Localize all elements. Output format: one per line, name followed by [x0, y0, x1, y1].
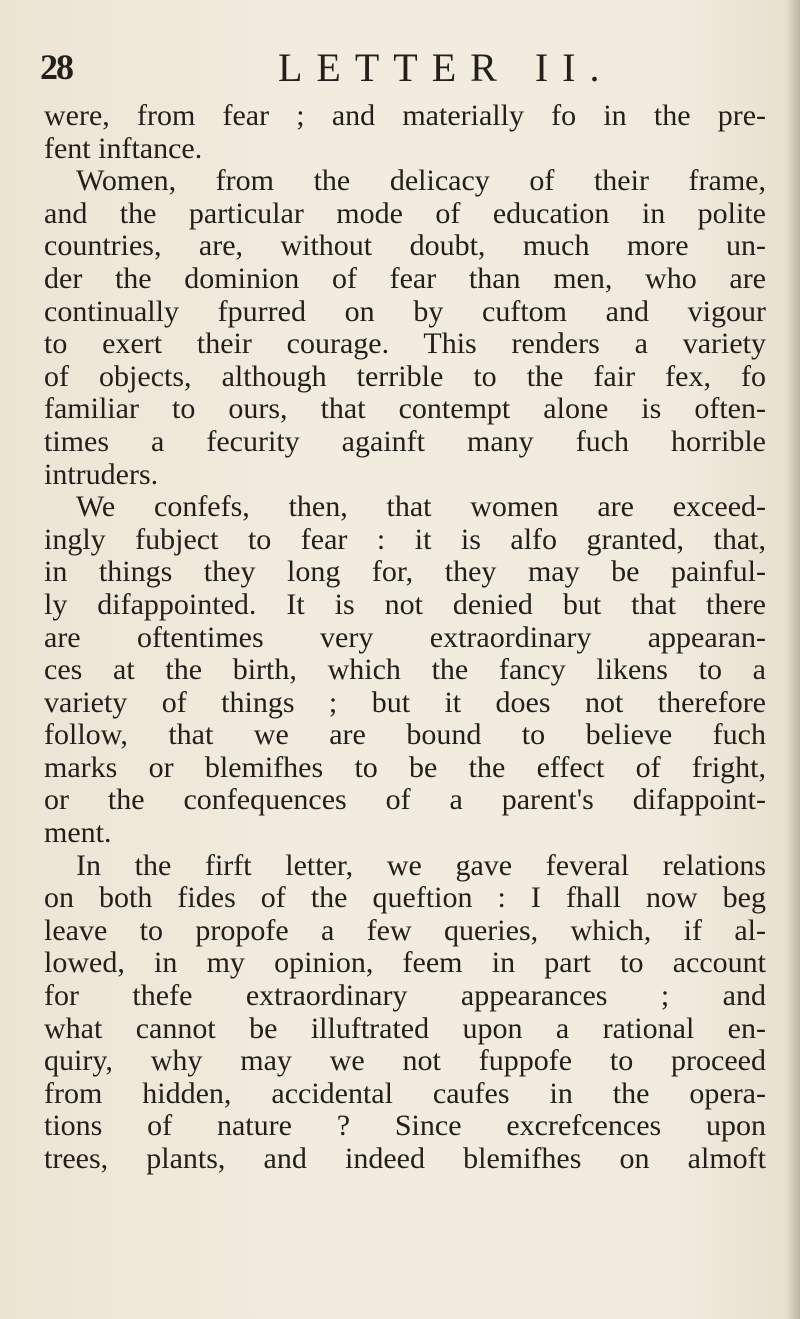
text-line: from hidden, accidental caufes in the opera-: [44, 1077, 766, 1110]
body-text: [44, 100, 766, 1176]
text-line: quiry, why may we not fuppofe to proceed: [44, 1045, 766, 1078]
text-line: are oftentimes very extraordinary appearan-: [44, 621, 766, 654]
page-number: 28: [40, 47, 72, 87]
text-line: for thefe extraordinary appearances ; and: [44, 980, 766, 1013]
text-line: and the particular mode of education in polite: [44, 197, 766, 230]
page-edge-shadow: [786, 0, 800, 1319]
text-line: marks or blemifhes to be the effect of fright,: [44, 751, 766, 784]
text-line: intruders.: [44, 458, 159, 491]
text-line: variety of things ; but it does not therefore: [44, 686, 766, 719]
text-line: ingly fubject to fear : it is alfo granted, that,: [44, 523, 766, 556]
text-line: We confefs, then, that women are exceed-: [76, 491, 766, 524]
text-line: continually fpurred on by cuftom and vigour: [44, 295, 766, 328]
text-line: ment.: [44, 817, 112, 850]
text-line: leave to propofe a few queries, which, if al-: [44, 914, 766, 947]
text-line: countries, are, without doubt, much more un-: [44, 230, 766, 263]
text-line: ces at the birth, which the fancy likens to a: [44, 654, 766, 687]
text-line: Women, from the delicacy of their frame,: [76, 165, 766, 198]
text-line: ly difappointed. It is not denied but that there: [44, 588, 766, 621]
text-line: follow, that we are bound to believe fuch: [44, 719, 766, 752]
text-line: were, from fear ; and materially fo in the pre-: [44, 100, 766, 132]
text-line: fent inftance.: [44, 132, 203, 165]
text-line: what cannot be illuftrated upon a rational en-: [44, 1012, 766, 1045]
text-line: der the dominion of fear than men, who are: [44, 262, 766, 295]
text-line: to exert their courage. This renders a variety: [44, 328, 766, 361]
text-line: or the confequences of a parent's difappoint-: [44, 784, 766, 817]
text-line: lowed, in my opinion, feem in part to account: [44, 947, 766, 980]
text-line: In the firft letter, we gave feveral relations: [76, 849, 766, 882]
page-header: [40, 44, 760, 94]
text-line: familiar to ours, that contempt alone is often-: [44, 393, 766, 426]
text-line: trees, plants, and indeed blemifhes on almoft: [44, 1143, 766, 1175]
text-line: on both fides of the queftion : I fhall now beg: [44, 882, 766, 915]
text-line: in things they long for, they may be painful-: [44, 556, 766, 589]
text-line: times a fecurity againft many fuch horrible: [44, 425, 766, 458]
text-line: tions of nature ? Since excrefcences upon: [44, 1110, 766, 1143]
text-line: of objects, although terrible to the fair fex, fo: [44, 360, 766, 393]
running-head: LETTER II.: [278, 45, 614, 90]
